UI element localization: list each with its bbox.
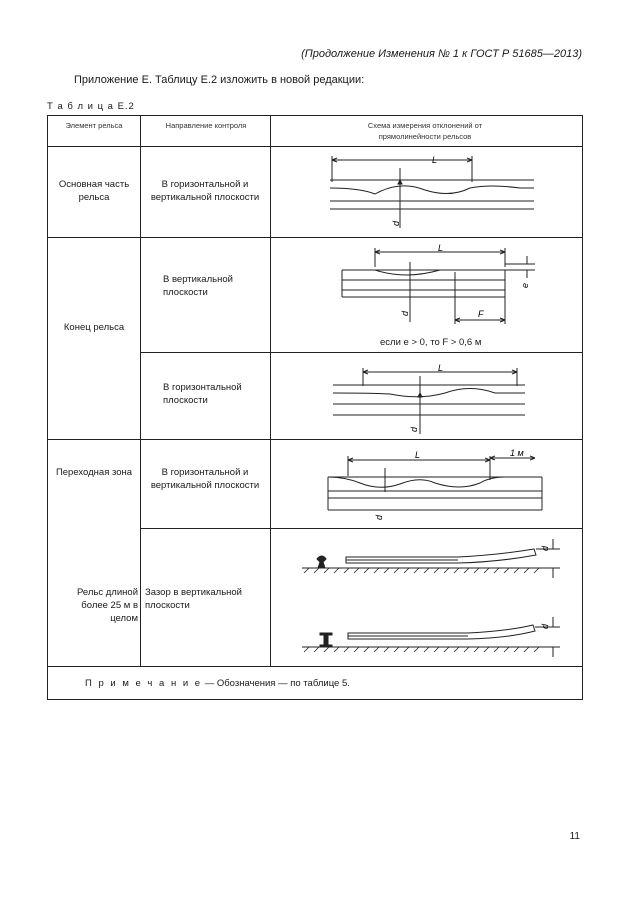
diagram5b-d-label: d: [540, 623, 550, 629]
table-caption: Т а б л и ц а Е.2: [47, 101, 135, 112]
diagram2-F-label: F: [478, 309, 484, 319]
condition-caption: если е > 0, то F > 0,6 м: [380, 337, 482, 348]
intro-text: Приложение Е. Таблицу Е.2 изложить в новой редакции:: [74, 74, 365, 86]
row2-direction: В вертикальной плоскости: [163, 274, 233, 298]
diagram1-d-label: d: [391, 220, 401, 226]
row4-direction: В горизонтальной и вертикальной плоскости: [150, 467, 260, 491]
diagram-end-horizontal: [325, 360, 545, 438]
note-prefix: П р и м е ч а н и е: [85, 678, 203, 689]
diagram4-L-label: L: [415, 450, 421, 460]
diagram3-d-label: d: [409, 426, 419, 432]
diagram4-one-m-label: 1 м: [510, 448, 524, 458]
diagram-main-part: [320, 150, 545, 235]
diagram-long-rail: [298, 535, 563, 660]
row5-direction: Зазор в вертикальной плоскости: [145, 587, 242, 611]
page-number: 11: [569, 831, 580, 842]
row4-element: Переходная зона: [55, 467, 133, 478]
header-continuation: (Продолжение Изменения № 1 к ГОСТ Р 51685—2013): [301, 48, 582, 60]
row1-direction: В горизонтальной и вертикальной плоскости: [150, 179, 260, 203]
table-note: [85, 678, 350, 689]
column-header-direction: Направление контроля: [165, 121, 247, 130]
row1-element: Основная часть рельса: [58, 179, 130, 203]
row5-element: Рельс длиной более 25 м в целом: [77, 587, 138, 624]
diagram5a-d-label: d: [540, 545, 550, 551]
diagram1-L-label: L: [432, 155, 438, 165]
diagram-transition: [320, 446, 545, 526]
row2-element: Конец рельса: [63, 322, 125, 333]
row3-direction: В горизонтальной плоскости: [163, 382, 242, 406]
diagram4-d-label: d: [374, 514, 384, 520]
diagram2-L-label: L: [438, 243, 444, 253]
diagram3-L-label: L: [438, 363, 444, 373]
column-header-scheme: Схема измерения отклонений от прямолинейности рельсов: [367, 121, 483, 141]
diagram2-d-label: d: [400, 310, 410, 316]
diagram-end-vertical: [330, 242, 550, 327]
note-text: — Обозначения — по таблице 5.: [202, 678, 350, 689]
diagram2-e-label: e: [520, 282, 530, 288]
column-header-element: Элемент рельса: [65, 121, 123, 130]
